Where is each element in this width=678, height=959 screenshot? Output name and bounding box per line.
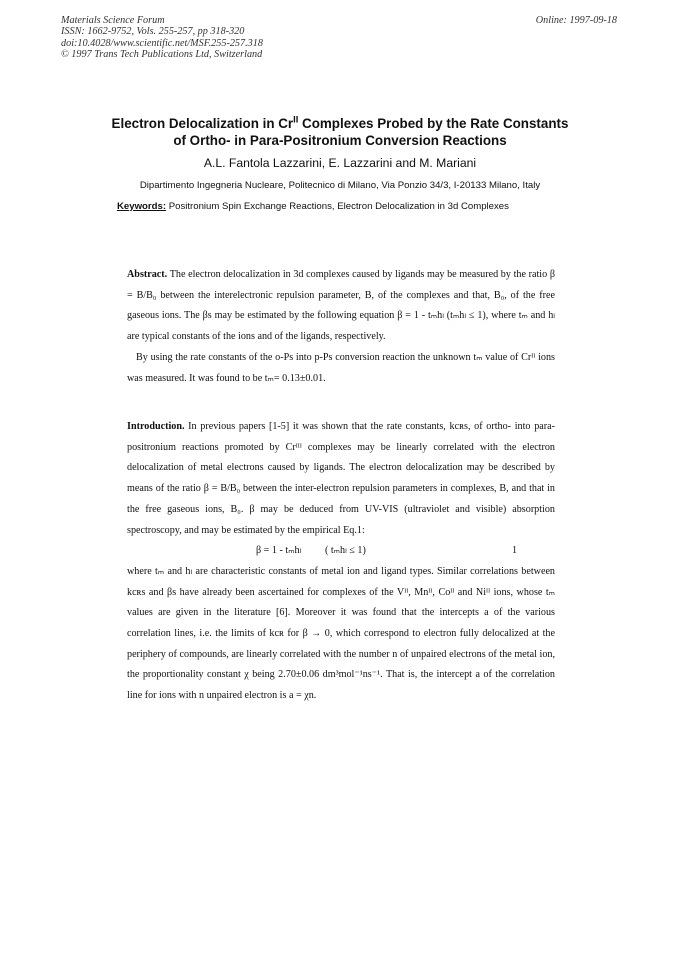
copyright-line: © 1997 Trans Tech Publications Ltd, Switzerland: [61, 49, 263, 61]
abstract-label: Abstract.: [127, 269, 168, 280]
keywords-label: Keywords:: [117, 201, 167, 212]
intro-text-1: In previous papers [1-5] it was shown that the rate constants, kcʀs, of ortho- into para-positronium reactions promoted by Crᴵᴵᴵ complexes may be linearly correlated with the electron delocalization of metal electrons caused by ligands. The electron delocalization may be described by means of the ratio β = B/B₀ between the inter-electron repulsion parameters in complexes, B, and that in the free gaseous ions, B₀. β may be deduced from UV-VIS (ultraviolet and visible) absorption spectroscopy, and may be estimated by the empirical Eq.1:: [127, 421, 555, 536]
intro-paragraph-2: where tₘ and hₗ are characteristic constants of metal ion and ligand types. Similar correlations between kcʀs and βs have already been ascertained for complexes of the Vᴵᴵ, Mnᴵᴵ, Coᴵᴵ and Niᴵᴵ ions, whose tₘ values are given in the literature [6]. Moreover it was found that the intercepts a of the various correlation lines, i.e. the limits of kcʀ for β → 0, which correspond to electron fully delocalized at the periphery of compounds, are linearly correlated with the number n of unpaired electrons of the metal ion, the proportionality constant χ being 2.70±0.06 dm³mol⁻¹ns⁻¹. That is, the intercept a of the correlation line for ions with n unpaired electron is a = χn.: [127, 565, 555, 702]
equation-condition: ( tₘhₗ ≤ 1): [325, 545, 366, 557]
intro-label: Introduction.: [127, 421, 185, 432]
abstract-section: [127, 265, 555, 389]
equation-main: β = 1 - tₘhₗ: [256, 545, 302, 557]
abstract-paragraph-1: [127, 265, 555, 348]
abstract-text-1: The electron delocalization in 3d complexes caused by ligands may be measured by the ratio β = B/B₀ between the interelectronic repulsion parameter, B, of the complexes and that, B₀, of the free gaseous ions. The βs may be estimated by the following equation β = 1 - tₘhₗ (tₘhₗ ≤ 1), where tₘ and hₗ are typical constants of the ions and of the ligands, respectively.: [127, 269, 555, 343]
title-line2: of Ortho- in Para-Positronium Conversion Reactions: [173, 133, 507, 148]
doi-line: doi:10.4028/www.scientific.net/MSF.255-257.318: [61, 37, 263, 49]
affiliation: Dipartimento Ingegneria Nucleare, Politecnico di Milano, Via Ponzio 34/3, I-20133 Milano, Italy: [139, 180, 541, 191]
equation-number: 1: [511, 545, 517, 557]
authors: A.L. Fantola Lazzarini, E. Lazzarini and M. Mariani: [203, 156, 477, 170]
equation-1: [127, 541, 555, 562]
online-date: Online: 1997-09-18: [535, 15, 617, 26]
issn-line: ISSN: 1662-9752, Vols. 255-257, pp 318-320: [61, 26, 245, 38]
title-superscript: II: [293, 114, 299, 125]
introduction-section: [127, 417, 555, 707]
journal-name: Materials Science Forum: [61, 15, 165, 26]
paper-title: [60, 115, 620, 149]
title-line1-b: Complexes Probed by the Rate Constants: [298, 116, 569, 131]
abstract-paragraph-2: By using the rate constants of the o-Ps into p-Ps conversion reaction the unknown tₘ value of Crᴵᴵ ions was measured. It was found to be tₘ= 0.13±0.01.: [127, 351, 555, 384]
journal-header: [61, 15, 263, 61]
intro-paragraph-1: [127, 417, 555, 541]
title-line1-a: Electron Delocalization in Cr: [111, 116, 294, 131]
keywords: [117, 201, 577, 212]
keywords-text: Positronium Spin Exchange Reactions, Electron Delocalization in 3d Complexes: [166, 201, 509, 212]
